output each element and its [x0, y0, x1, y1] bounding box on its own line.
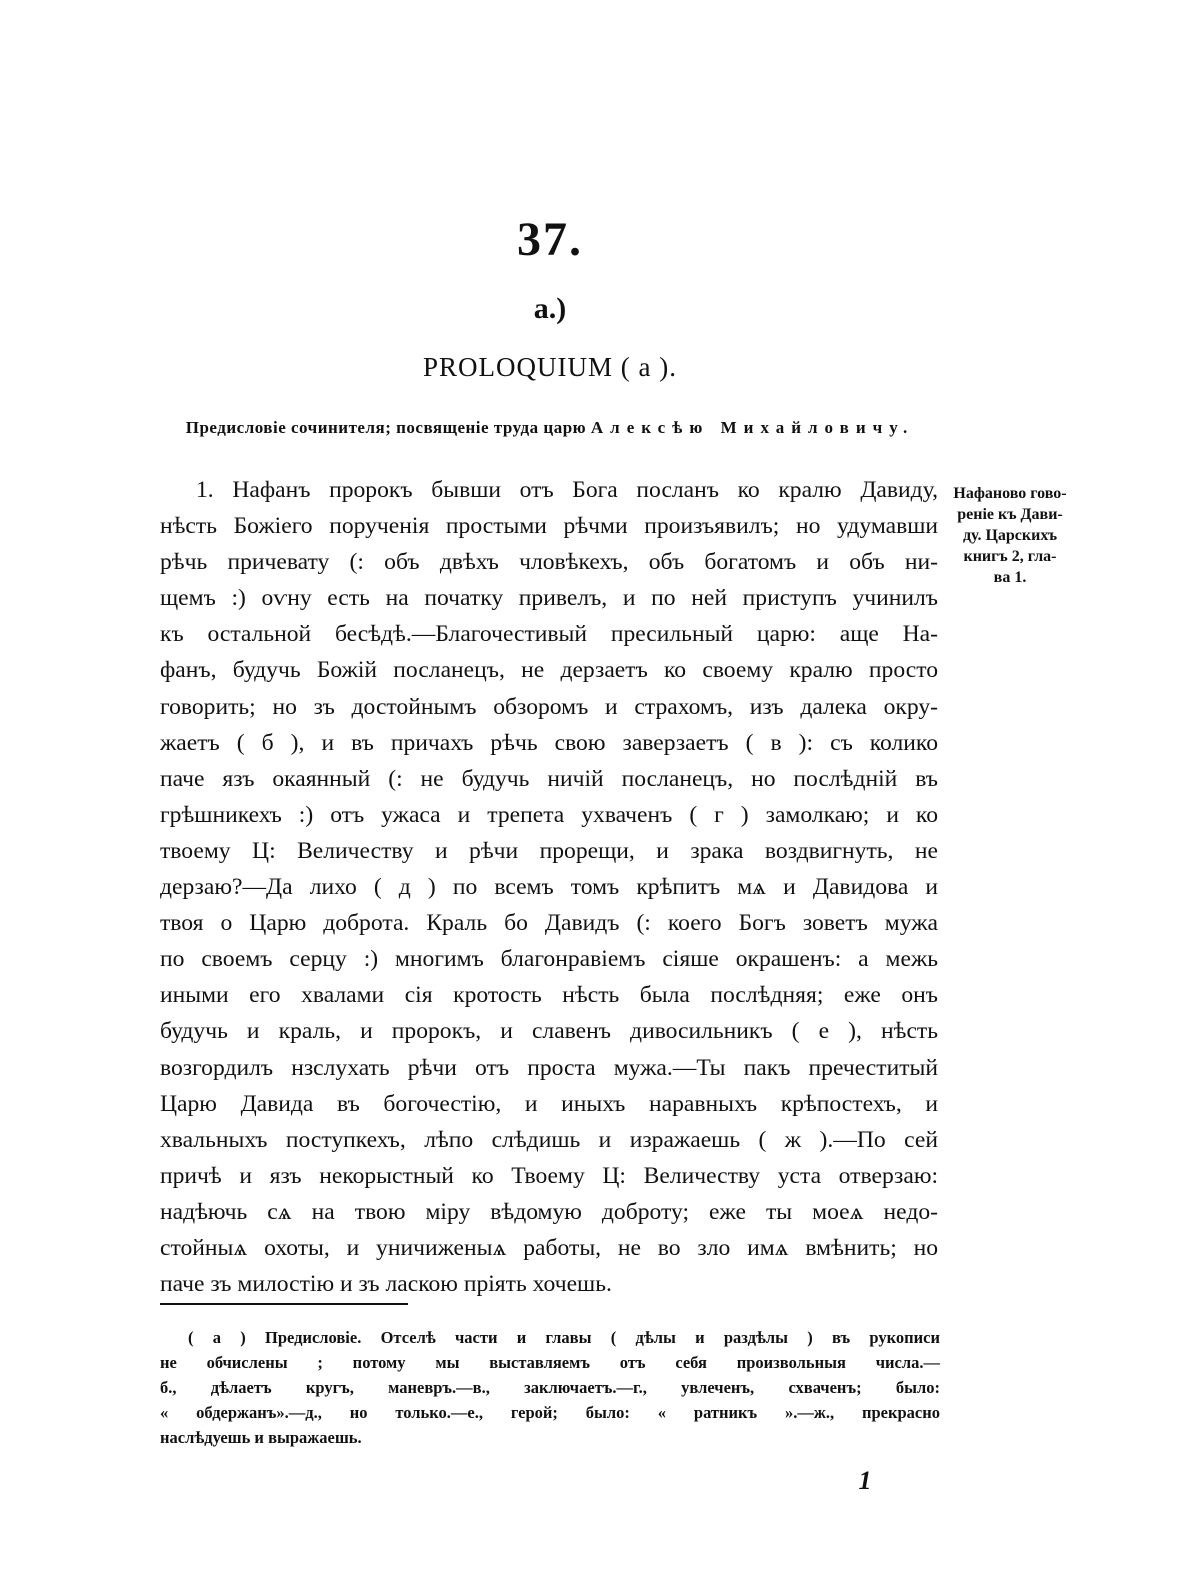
body-line: 1. Нафанъ пророкъ бывши отъ Бога посланъ ко кралю Давиду, — [196, 477, 938, 503]
body-line: паче язъ окаянный (: не будучь ничій посланецъ, но послѣдній въ — [160, 765, 938, 792]
body-line: хвальныхъ поступкехъ, лѣпо слѣдишь и изражаешь ( ж ).—По сей — [160, 1126, 938, 1153]
margin-note-line: ва 1. — [993, 569, 1027, 586]
body-line: твоя о Царю доброта. Краль бо Давидъ (: коего Богъ зоветъ мужа — [160, 910, 938, 937]
page-subtitle — [160, 418, 940, 438]
footnote-divider — [160, 1303, 408, 1305]
footnote-line: « обдержанъ».—д., но только.—е., герой; было: « ратникъ ».—ж., прекрасно — [160, 1403, 940, 1422]
section-number: 37. — [517, 213, 583, 266]
body-line: щемъ :) оѵну есть на початку привелъ, и по ней приступъ учинилъ — [160, 585, 938, 612]
body-line: причѣ и язъ некорыстный ко Твоему Ц: Величеству уста отверзаю: — [160, 1162, 938, 1189]
footnote-line: не обчислены ; потому мы выставляемъ отъ себя произвольныя числа.— — [160, 1353, 940, 1372]
body-line: возгордилъ нзслухать рѣчи отъ проста мужа.—Ты пакъ пречеститый — [160, 1054, 938, 1081]
body-line: дерзаю?—Да лихо ( д ) по всемъ томъ крѣпитъ мѧ и Давидова и — [160, 874, 938, 901]
margin-note-line: Нафаново гово- — [953, 485, 1067, 502]
body-line: нѣсть Божіего порученія простыми рѣчми произъявилъ; но удумавши — [160, 513, 938, 540]
margin-note-line: книгъ 2, гла- — [963, 548, 1057, 565]
body-line: Царю Давида въ богочестію, и иныхъ наравныхъ крѣпостехъ, и — [160, 1090, 938, 1117]
subtitle-text: Предисловіе сочинителя; посвященіе труда царю — [185, 418, 591, 437]
margin-note-line: реніе къ Дави- — [957, 506, 1063, 523]
footnote — [160, 1325, 940, 1450]
body-line: по своемъ серцу :) многимъ благонравіемъ сіяше окрашенъ: а межь — [160, 946, 938, 973]
body-line: твоему Ц: Величеству и рѣчи прорещи, и зрака воздвигнуть, не — [160, 837, 938, 864]
body-line: иными его хвалами сія кротость нѣсть была послѣдняя; еже онъ — [160, 982, 938, 1009]
footnote-line: наслѣдуешь и выражаешь. — [160, 1428, 362, 1447]
footnote-line: ( а ) Предисловіе. Отселѣ части и главы ( дѣлы и раздѣлы ) въ рукописи — [188, 1328, 940, 1347]
body-paragraph — [160, 472, 938, 1302]
body-line: грѣшникехъ :) отъ ужаса и трепета ухваченъ ( г ) замолкаю; и ко — [160, 801, 938, 828]
body-line: жаетъ ( б ), и въ причахъ рѣчь свою заверзаетъ ( в ): съ колико — [160, 729, 938, 756]
subsection-label: а.) — [533, 292, 567, 325]
margin-note — [940, 483, 1080, 588]
footnote-line: б., дѣлаетъ кругъ, маневръ.—в., заключаетъ.—г., увлеченъ, схваченъ; было: — [160, 1378, 940, 1397]
body-line: говорить; но зъ достойнымъ обзоромъ и страхомъ, изъ далека окру- — [160, 693, 938, 720]
body-line: къ остальной бесѣдѣ.—Благочестивый пресильный царю: аще На- — [160, 621, 938, 648]
subtitle-name: Алексѣю Михайловичу. — [590, 418, 915, 437]
body-line: фанъ, будучь Божій посланецъ, не дерзаетъ ко своему кралю просто — [160, 657, 938, 684]
body-line: стойныѧ охоты, и уничиженыѧ работы, не во зло имѧ вмѣнить; но — [160, 1234, 938, 1261]
body-line: будучь и краль, и пророкъ, и славенъ дивосильникъ ( е ), нѣсть — [160, 1018, 938, 1045]
margin-note-line: ду. Царскихъ — [962, 527, 1058, 544]
body-line: рѣчь причевату (: объ двѣхъ чловѣкехъ, объ богатомъ и объ ни- — [160, 549, 938, 576]
page-title: PROLOQUIUM ( а ). — [423, 352, 677, 382]
body-line: паче зъ милостію и зъ ласкою пріять хочешь. — [160, 1271, 612, 1298]
body-line: надѣючь сѧ на твою міру вѣдомую доброту; еже ты моеѧ недо- — [160, 1198, 938, 1225]
page-number: 1 — [858, 1466, 872, 1495]
